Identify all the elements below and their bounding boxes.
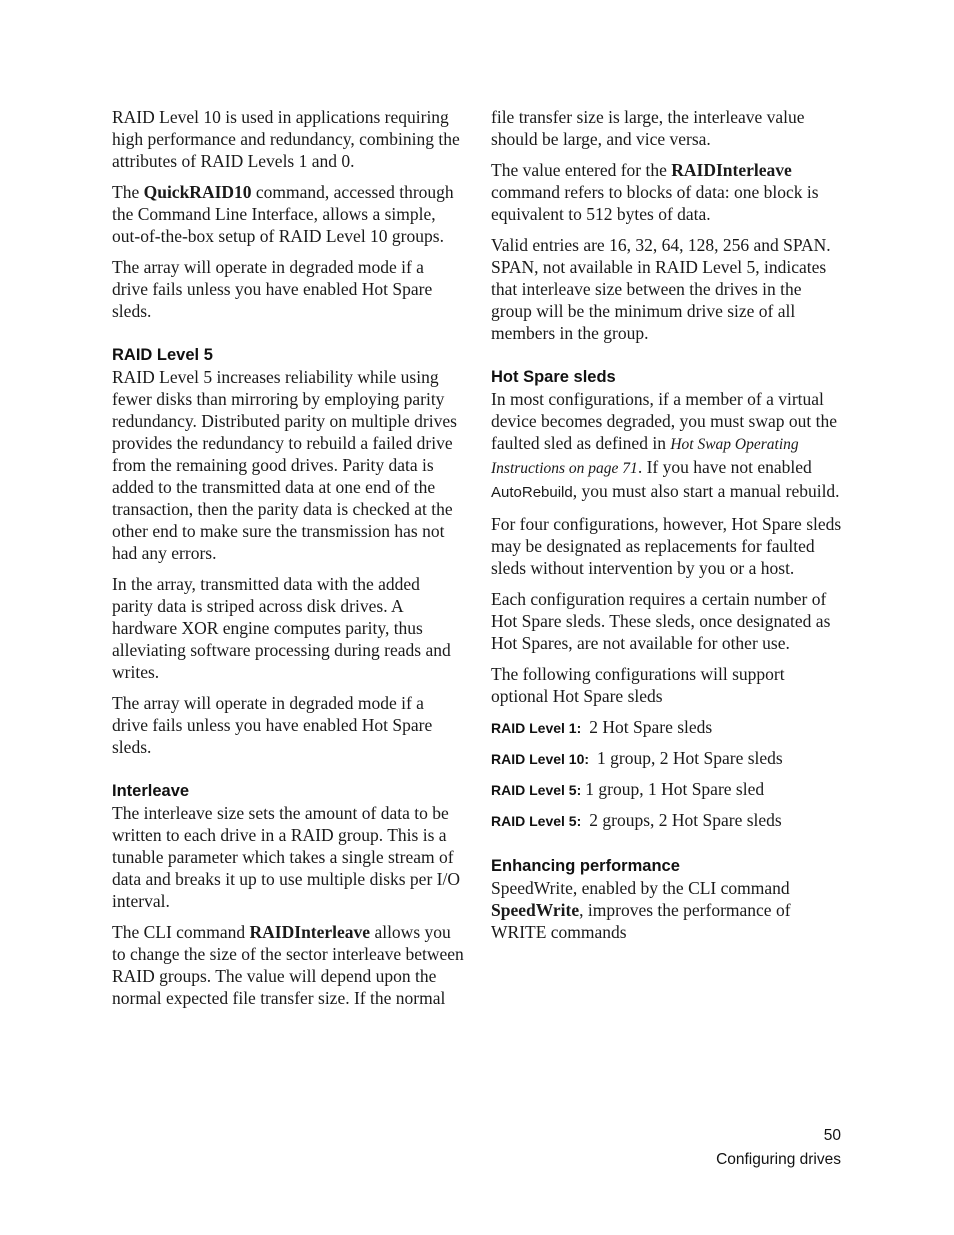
config-value: 1 group, 2 Hot Spare sleds (597, 748, 783, 768)
left-column (112, 106, 464, 1018)
config-label: RAID Level 5: (491, 813, 582, 829)
config-row (491, 809, 843, 833)
config-row (491, 778, 843, 802)
interleave-blocks-text-pre: The value entered for the (491, 160, 672, 180)
raidinterleave-command-2: RAIDInterleave (671, 160, 792, 180)
interleave-description-paragraph: The interleave size sets the amount of data to be written to each drive in a RAID group. This is a tunable parameter which takes a single stream of data and breaks it up to use multiple disks per I/O interval. (112, 803, 460, 911)
four-configurations-paragraph: For four configurations, however, Hot Spare sleds may be designated as replacements for faulted sleds without intervention by you or a host. (491, 514, 842, 578)
raid10-intro-paragraph: RAID Level 10 is used in applications requiring high performance and redundancy, combining the attributes of RAID Levels 1 and 0. (112, 107, 460, 171)
config-value: 1 group, 1 Hot Spare sled (585, 779, 765, 799)
raid5-degraded-paragraph: The array will operate in degraded mode if a drive fails unless you have enabled Hot Spare sleds. (112, 693, 433, 757)
quickraid10-command: QuickRAID10 (143, 182, 252, 202)
raidinterleave-command: RAIDInterleave (249, 922, 371, 942)
quickraid10-text-post: command, accessed through the Command Line Interface, allows a simple, out-of-the-box setup of RAID Level 10 groups. (112, 182, 454, 246)
config-label: RAID Level 5: (491, 782, 582, 798)
supported-configurations-paragraph: The following configurations will support optional Hot Spare sleds (491, 664, 785, 706)
hot-spare-text-pre: In most configurations, if a member of a virtual device becomes degraded, you must swap out the faulted sled as defined in (491, 389, 838, 453)
autorebuild-term: AutoRebuild (491, 484, 573, 501)
raidinterleave-paragraph (112, 921, 464, 1009)
speedwrite-text-post: , improves the performance of WRITE commands (491, 900, 791, 942)
speedwrite-text-pre: SpeedWrite, enabled by the CLI command (491, 878, 790, 898)
transfer-size-paragraph: file transfer size is large, the interleave value should be large, and vice versa. (491, 107, 805, 149)
hot-spare-heading: Hot Spare sleds (491, 368, 616, 386)
interleave-blocks-text-post: command refers to blocks of data: one block is equivalent to 512 bytes of data. (491, 182, 819, 224)
right-column (491, 106, 843, 952)
raid5-description-paragraph: RAID Level 5 increases reliability while using fewer disks than mirroring by employing parity redundancy. Distributed parity on multiple drives provides the redundancy to rebuild a failed drive from the remaining good drives. Parity data is added to the transmitted data at one end of the transaction, then the parity data is checked at the other end to make sure the transmission has not had any errors. (112, 367, 457, 563)
config-label: RAID Level 1: (491, 720, 582, 736)
section-title: Configuring drives (716, 1151, 841, 1168)
speedwrite-paragraph (491, 877, 843, 943)
speedwrite-command: SpeedWrite (491, 900, 580, 920)
config-row (491, 747, 843, 771)
hot-swap-instructions-link[interactable]: Hot Swap Operating Instructions on page 71 (491, 436, 799, 477)
degraded-mode-paragraph: The array will operate in degraded mode if a drive fails unless you have enabled Hot Spare sleds. (112, 257, 433, 321)
quickraid10-text-pre: The (112, 182, 144, 202)
interleave-heading: Interleave (112, 782, 190, 800)
config-value: 2 Hot Spare sleds (589, 717, 713, 737)
hot-spare-intro-paragraph (491, 388, 843, 504)
raidinterleave-text-pre: The CLI command (112, 922, 250, 942)
raid5-heading: RAID Level 5 (112, 346, 213, 364)
raidinterleave-text-post: allows you to change the size of the sector interleave between RAID groups. The value will depend upon the normal expected file transfer size. If the normal (112, 922, 464, 1008)
enhancing-performance-heading: Enhancing performance (491, 857, 680, 875)
quickraid10-paragraph (112, 181, 464, 247)
interleave-blocks-paragraph (491, 159, 843, 225)
page-number: 50 (823, 1127, 841, 1144)
hot-spare-text-mid: . If you have not enabled (637, 457, 812, 477)
raid5-striping-paragraph: In the array, transmitted data with the added parity data is striped across disk drives. A hardware XOR engine computes parity, thus alleviating software processing during reads and writes. (112, 574, 451, 682)
config-value: 2 groups, 2 Hot Spare sleds (589, 810, 782, 830)
hot-spare-text-post: , you must also start a manual rebuild. (572, 481, 840, 501)
valid-entries-paragraph: Valid entries are 16, 32, 64, 128, 256 and SPAN. SPAN, not available in RAID Level 5, indicates that interleave size between the drives in the group will be the minimum drive size of all members in the group. (491, 235, 831, 343)
hot-spare-count-paragraph: Each configuration requires a certain number of Hot Spare sleds. These sleds, once designated as Hot Spares, are not available for other use. (491, 589, 831, 653)
config-label: RAID Level 10: (491, 751, 590, 767)
config-row (491, 716, 843, 740)
page-footer (716, 1124, 841, 1172)
